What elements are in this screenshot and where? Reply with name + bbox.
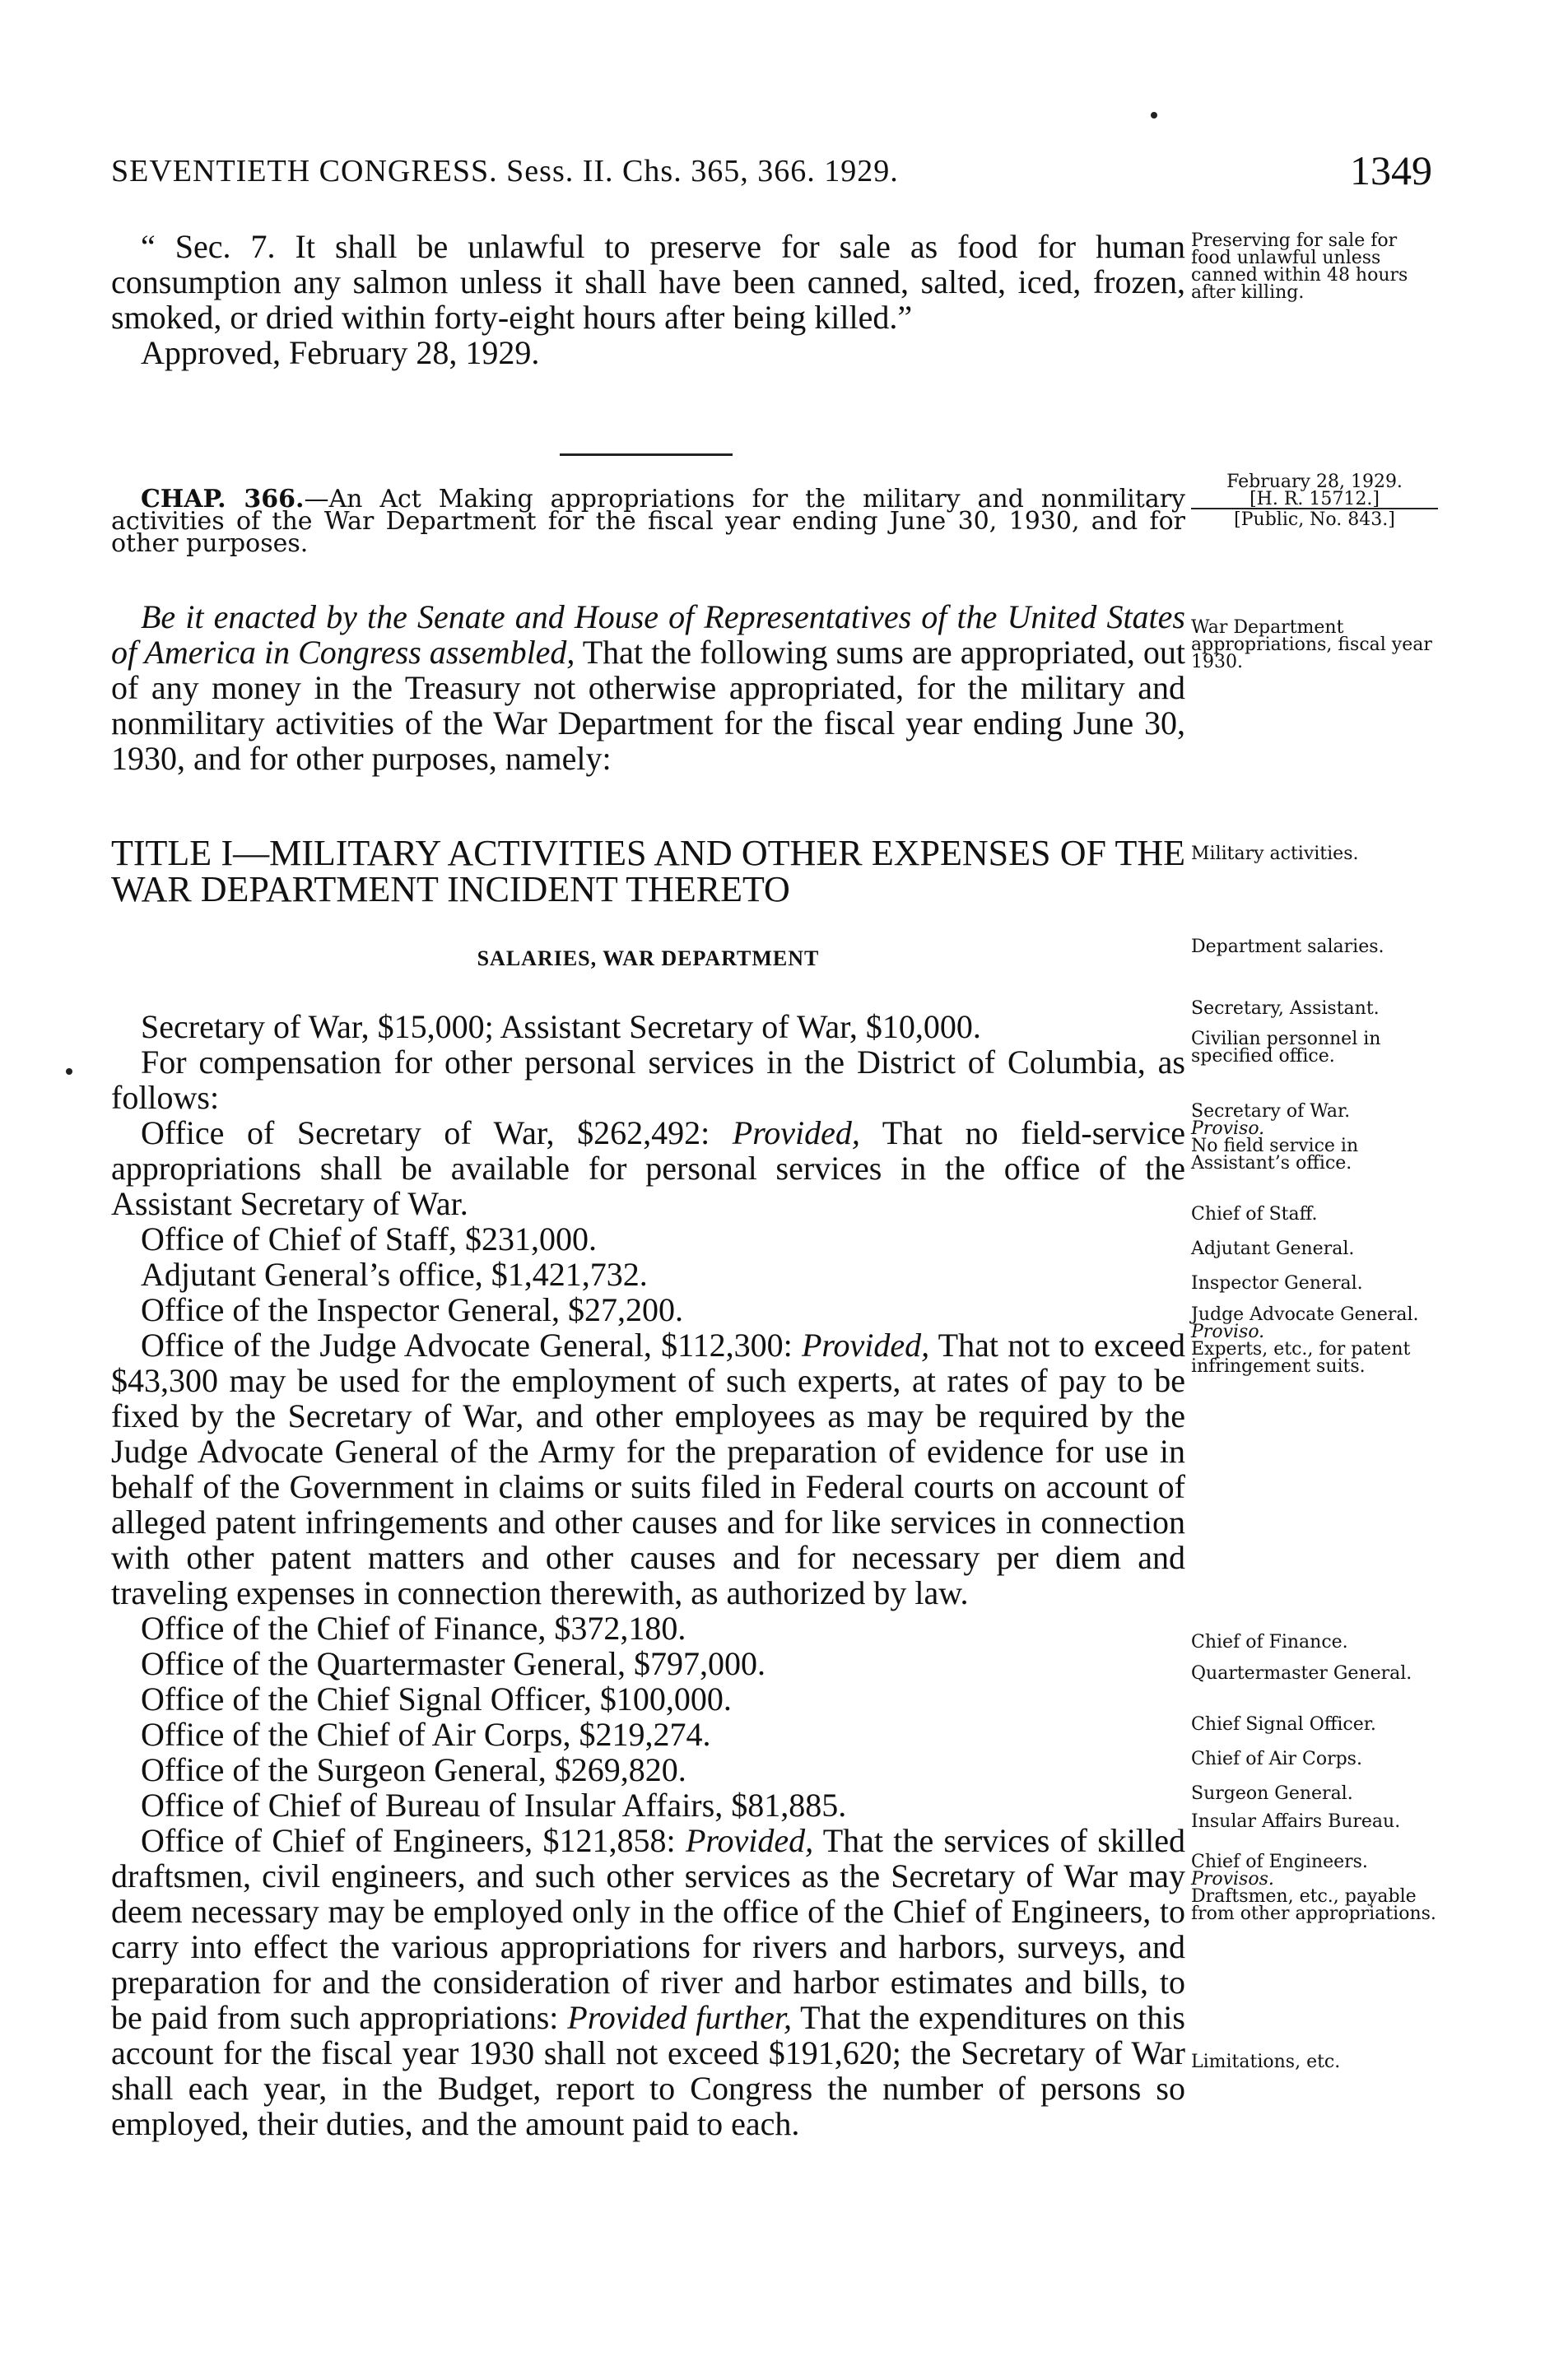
- para-chief-of-finance: Office of the Chief of Finance, $372,180.: [141, 1610, 686, 1647]
- sidenote-secretary-assistant: Secretary, Assistant.: [1191, 998, 1380, 1019]
- sidenote-limitations: Limitations, etc.: [1191, 2052, 1341, 2072]
- sidenote-secretary: Secretary of War. Proviso. No field service in Assistant’s office.: [1191, 1101, 1359, 1174]
- para-office-secretary: Office of Secretary of War, $262,492: Provided, That no field-service appropriations shall be available for personal services in the office of the Assistant Secretary of War.: [111, 1114, 1185, 1222]
- para-compensation: For compensation for other personal services in the District of Columbia, as follows:: [111, 1044, 1185, 1116]
- enacting-clause: [111, 599, 1185, 776]
- sidenote-military: Military activities.: [1191, 844, 1359, 864]
- para-chief-of-staff: Office of Chief of Staff, $231,000.: [141, 1220, 597, 1257]
- sidenote-civilian: Civilian personnel in specified office.: [1191, 1029, 1381, 1067]
- sidenote-signal: Chief Signal Officer.: [1191, 1714, 1376, 1735]
- para-surgeon-general: Office of the Surgeon General, $269,820.: [141, 1751, 686, 1788]
- sidenote-engineers: Chief of Engineers. Provisos. Draftsmen, etc., payable from other appropriations.: [1191, 1852, 1436, 1924]
- sidenote-air-corps: Chief of Air Corps.: [1191, 1749, 1362, 1769]
- para-insular-affairs: Office of Chief of Bureau of Insular Affairs, $81,885.: [141, 1787, 847, 1824]
- para-air-corps: Office of the Chief of Air Corps, $219,274.: [141, 1716, 711, 1753]
- sidenote-date: February 28, 1929.: [1226, 472, 1403, 492]
- sidenote-preserving: Preserving for sale for food unlawful unless canned within 48 hours after killing.: [1191, 230, 1408, 303]
- print-mark: [1151, 112, 1157, 119]
- sidenote-citation: [1191, 473, 1438, 528]
- sidenote-finance: Chief of Finance.: [1191, 1632, 1348, 1653]
- section-rule: [560, 453, 733, 456]
- section-7: [111, 229, 1185, 370]
- para-quartermaster: Office of the Quartermaster General, $797,000.: [141, 1645, 766, 1682]
- sidenote-judge-advocate: Judge Advocate General. Proviso. Experts, etc., for patent infringement suits.: [1191, 1304, 1419, 1377]
- para-adjutant-general: Adjutant General’s office, $1,421,732.: [141, 1256, 648, 1293]
- title-1-heading: TITLE I—MILITARY ACTIVITIES AND OTHER EXPENSES OF THE WAR DEPARTMENT INCIDENT THERETO: [111, 833, 1185, 909]
- sidenote-appropriations: War Department appropriations, fiscal year 1930.: [1191, 617, 1432, 672]
- sidenote-surgeon: Surgeon General.: [1191, 1783, 1353, 1804]
- chap-label: CHAP. 366.: [141, 485, 305, 514]
- sidenote-inspector: Inspector General.: [1191, 1273, 1363, 1294]
- page-number: 1349: [1350, 147, 1432, 193]
- enacting-text: That the following sums are appropriated, out of any money in the Treasury not otherwise appropriated, for the military and nonmilitary activities of the War Department for the fiscal year ending June 30, 1930, and for other purposes, namely:: [111, 634, 1185, 777]
- para-chief-of-engineers: Office of Chief of Engineers, $121,858: Provided, That the services of skilled draftsmen, civil engineers, and such other services as the Secretary of War may deem necessary may be employed only in the office of the Chief of Engineers, to carry into effect the various appropriations for rivers and harbors, surveys, and preparation for and the consideration of river and harbor estimates and bills, to be paid from such appropriations: Provided further, That the expenditures on this account for the fiscal year 1930 shall not exceed $191,620; the Secretary of War shall each year, in the Budget, report to Congress the number of persons so employed, their duties, and the amount paid to each.: [111, 1822, 1185, 2142]
- para-judge-advocate: Office of the Judge Advocate General, $112,300: Provided, That not to exceed $43,300 may be used for the employment of such experts, at rates of pay to be fixed by the Secretary of War, and other employees as may be required by the Judge Advocate General of the Army for the preparation of evidence for use in behalf of the Government in claims or suits filed in Federal courts on account of alleged patent infringements and other causes and for like services in connection with other patent matters and other causes and for necessary per diem and traveling expenses in connection therewith, as authorized by law.: [111, 1327, 1185, 1611]
- salaries-body: [111, 1009, 1185, 2141]
- running-head: SEVENTIETH CONGRESS. Sess. II. Chs. 365, 366. 1929.: [111, 154, 899, 188]
- chapter-366: [111, 485, 1186, 558]
- print-mark: [66, 1068, 72, 1075]
- sidenote-hr: [H. R. 15712.]: [1191, 490, 1438, 509]
- para-secretary: Secretary of War, $15,000; Assistant Secretary of War, $10,000.: [141, 1008, 981, 1045]
- para-inspector-general: Office of the Inspector General, $27,200.: [141, 1291, 684, 1328]
- enacting-formula: Be it enacted by the Senate and House of Representatives of the United States of America in Congress assembled,: [111, 598, 1185, 671]
- chap-title: —An Act Making appropriations for the military and nonmilitary activities of the War Department for the fiscal year ending June 30, 1930, and for other purposes.: [111, 485, 1186, 558]
- sidenote-chief-of-staff: Chief of Staff.: [1191, 1204, 1318, 1225]
- running-header: [111, 146, 1432, 204]
- sec7-text: “ Sec. 7. It shall be unlawful to preserve for sale as food for human consumption any salmon unless it shall have been canned, salted, iced, frozen, smoked, or dried within forty-eight hours after being killed.”: [111, 228, 1185, 336]
- sidenote-adjutant: Adjutant General.: [1191, 1239, 1355, 1259]
- sidenote-quartermaster: Quartermaster General.: [1191, 1663, 1412, 1684]
- sidenote-dept-salaries: Department salaries.: [1191, 937, 1384, 957]
- sidenote-insular: Insular Affairs Bureau.: [1191, 1811, 1401, 1832]
- sidenote-public: [Public, No. 843.]: [1234, 509, 1395, 530]
- para-signal-officer: Office of the Chief Signal Officer, $100,000.: [141, 1680, 732, 1718]
- salaries-subheading: SALARIES, WAR DEPARTMENT: [477, 946, 820, 970]
- approved-line: Approved, February 28, 1929.: [141, 334, 540, 371]
